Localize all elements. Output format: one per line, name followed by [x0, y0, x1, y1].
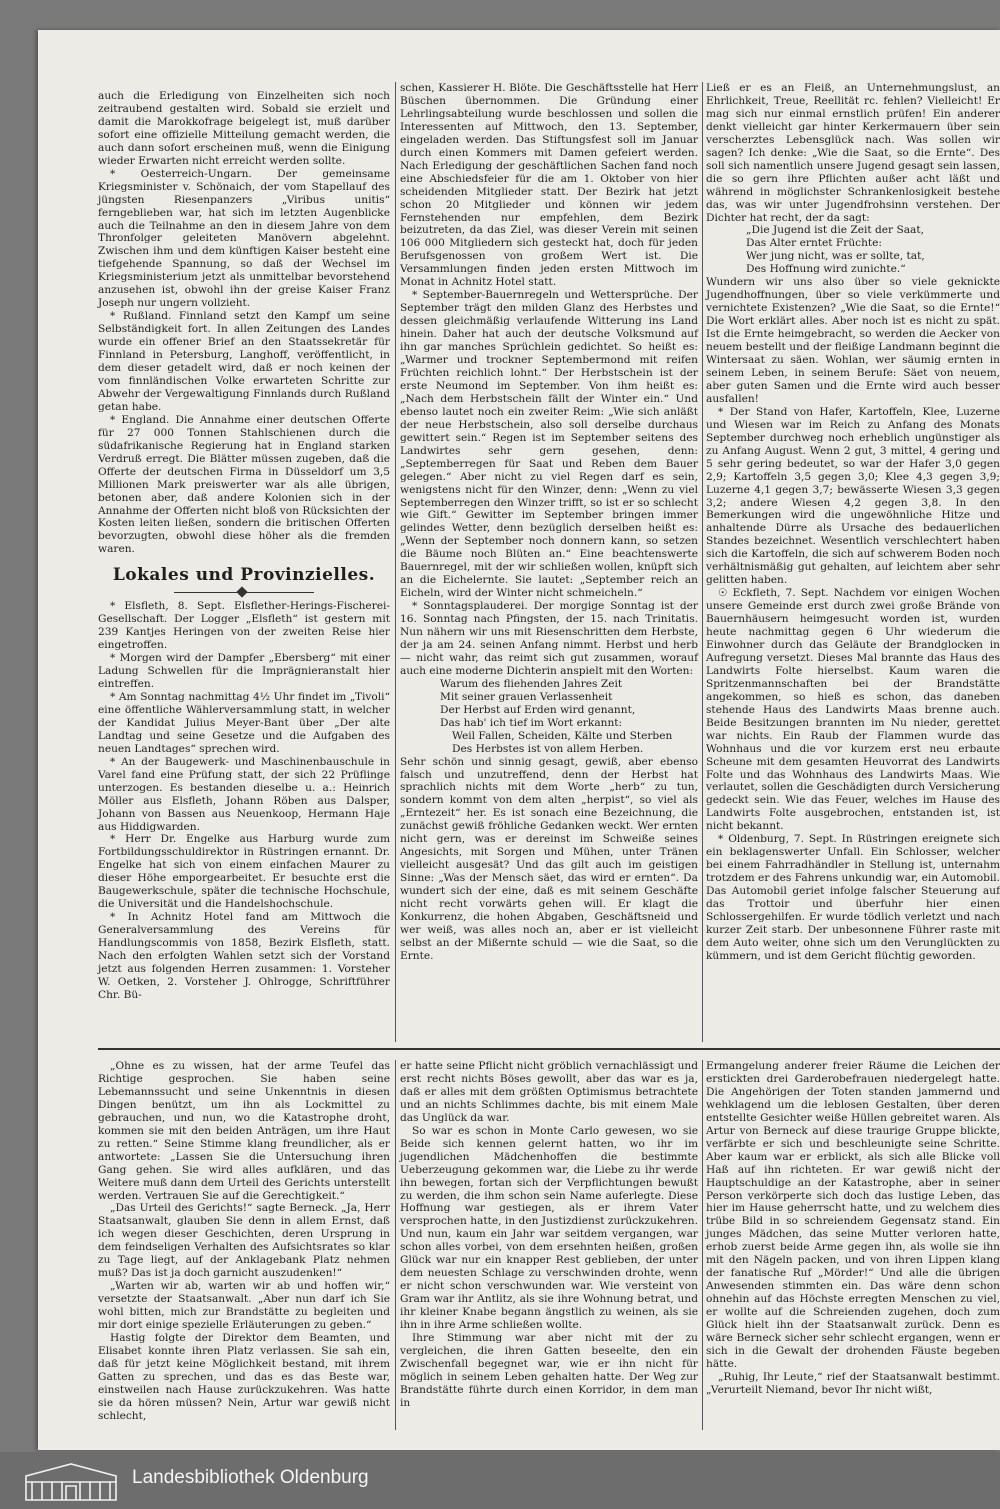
article-paragraph: Wundern wir uns also über so viele geknickte Jugendhoffnungen, über so viele verkümmerte und vernichtete Existenzen? „Wie die Saat, so die Ernte!“ Die Wort erklärt alles. Aber noch ist es nicht zu spät. Ist die Ernte heimgebracht, so werden die Aecker von neuem bestellt und der fleißige Landmann beginnt die Wintersaat zu säen. Wohlan, wer säumig ernten in seinem Leben, in seinem Berufe: Säet von neuem, aber guten Samen und die Ernte wird auch besser ausfallen!: [706, 276, 1000, 405]
poem-line: Wer jung nicht, was er sollte, tat,: [746, 250, 925, 263]
article-weather-rules: * September-Bauernregeln und Wettersprüche. Der September trägt den milden Glanz des Herbstes und dessen gleichmäßig verlaufende Witterung ins Land hinein. Daher hat auch der deutsche Volksmund auf ihn gar manches Sprüchlein gedichtet. So heißt es: „Warmer und trockner Septembermond mit reifen Früchten reichlich lohnt.“ Der Herbstschein ist der erste Neumond im September. Von ihm heißt es: „Nach dem Herbstschein fällt der Winter ein.“ Und ebenso lautet noch ein zweiter Reim: „Wie sich anläßt der neue Herbstschein, also soll derselbe durchaus gewittert sein.“ Regen ist im September seitens des Landwirtes sehr gern gesehen, denn: „Septemberregen für Saat und Reben dem Bauer gelegen.“ Aber nicht zu viel Regen darf es sein, wenigstens nicht für den Winzer, denn: „Wenn zu viel Septemberregen den Winzer trifft, so ist er so schlecht wie Gift.“ Gewitter im September bringen immer gelindes Wetter, denn bezüglich derselben heißt es: „Wenn der September noch donnern kann, so setzen die Bäume noch Blüten an.“ Eine beachtenswerte Bauernregel, mit der wir schließen wollen, knüpft sich an die Eichelernte. Sie lautet: „September reich an Eicheln, wird der Winter nicht schmeicheln.“: [400, 289, 698, 600]
local-news-item: * Morgen wird der Dampfer „Ebersberg“ mit einer Ladung Schwellen für die Imprägnieranstalt hier eintreffen.: [98, 652, 390, 691]
ornament-divider: [174, 588, 314, 596]
poem-line: Des Herbstes ist von allem Herben.: [452, 742, 644, 755]
article-russia: * Rußland. Finnland setzt den Kampf um seine Selbständigkeit fort. In allen Zeitungen des Landes wurde ein offener Brief an den Staatssekretär für Finnland in Petersburg, Langhoff, veröffentlicht, in dem dieser getadelt wird, daß er noch keinen der vom finnländischen Volke erwarteten Schritte zur Abwehr der Vergewaltigung Finnlands durch Rußland getan habe.: [98, 310, 390, 413]
library-footer: [0, 1452, 1000, 1509]
local-news-item: * Herr Dr. Engelke aus Harburg wurde zum Fortbildungsschuldirektor in Rüstringen ernannt. Dr. Engelke hat sich von einem einfachen Maurer zu dieser Höhe emporgearbeitet. Er besuchte erst die Baugewerkschule, später die technische Hochschule, die Universität und die Handelshochschule.: [98, 833, 390, 911]
feuilleton-column-2: [400, 1060, 698, 1430]
poem-line: Warum des fliehenden Jahres Zeit: [440, 677, 623, 690]
poem-line: „Die Jugend ist die Zeit der Saat,: [746, 224, 924, 237]
article-paragraph: Ließ er es an Fleiß, an Unternehmungslust, an Ehrlichkeit, Treue, Reellität rc. fehlen? Vielleicht! Er mag sich nur einmal ernstlich prüfen! Ein anderer denkt vielleicht gar hinter Kerkermauern über sein verscherztes Lebensglück nach. Was sollen wir sagen? Ich denke: „Wie die Saat, so die Ernte“. Des soll sich namentlich unsere Jugend gesagt sein lassen, die so gern ihre Pflichten außer acht läßt und während in möglichster Schrankenlosigkeit bestehe das, was wir unter Jugendfrohsinn verstehen. Der Dichter hat recht, der da sagt:: [706, 82, 1000, 224]
column-rule: [395, 82, 396, 1042]
column-rule: [395, 1060, 396, 1430]
article-paragraph: schen, Kassierer H. Blöte. Die Geschäftsstelle hat Herr Büschen übernommen. Die Gründung einer Lehrlingsabteilung wurde beschlossen und sollen die Interessenten auf Mittwoch, den 13. September, eingeladen werden. Das Stiftungsfest soll im Januar durch einen Kommers mit Damen gefeiert werden. Nach Erledigung der geschäftlichen Sachen fand noch eine Abschiedsfeier für die am 1. Oktober von hier scheidenden Mitglieder statt. Der Bezirk hat jetzt schon 20 Mitglieder und können wir jedem Fernstehenden nur empfehlen, dem Bezirk beizutreten, da das Ziel, was dieser Verein mit seinen 106 000 Mitgliedern sich gesteckt hat, doch für jeden Berufsgenossen von großem Wert ist. Die Versammlungen finden jeden ersten Mittwoch im Monat in Achnitz Hotel statt.: [400, 82, 698, 289]
poem-line: Der Herbst auf Erden wird genannt,: [440, 703, 636, 716]
article-sunday-chat: * Sonntagsplauderei. Der morgige Sonntag ist der 16. Sonntag nach Pfingsten, der 15. nach Trinitatis. Nun nähern wir uns mit Riesenschritten dem Herbste, der ja am 24. seinen Anfang nimmt. Herbst und herb — nicht wahr, das reimt sich gut zusammen, worauf auch eine moderne Dichterin anspielt mit den Worten:: [400, 600, 698, 677]
article-oldenburg-accident: * Oldenburg, 7. Sept. In Rüstringen ereignete sich ein beklagenswerter Unfall. Ein Schlosser, welcher bei einem Fahrradhändler in Stellung ist, unternahm trotzdem er des Fahrens unkundig war, ein Automobil. Das Automobil geriet infolge falscher Steuerung auf das Trottoir und überfuhr hier einen Schlossergehilfen. Er wurde tödlich verletzt und nach kurzer Zeit starb. Der unbesonnene Führer raste mit dem Auto weiter, ohne sich um den Verunglückten zu kümmern, und ist dem Gericht flüchtig geworden.: [706, 833, 1000, 962]
poem-line: Das hab' ich tief im Wort erkannt:: [440, 716, 623, 729]
article-eckfleth-fire: ☉ Eckfleth, 7. Sept. Nachdem vor einigen Wochen unsere Gemeinde erst durch zwei große Brände von Bauernhäusern heimgesucht worden ist, wurden heute nachmittag gegen 6 Uhr wiederum die Einwohner durch das Geläute der Brandglocken in Aufregung versetzt. Dieses Mal brannte das Haus des Landwirts Folte hierselbst. Kaum waren die Spritzenmannschaften bei der Brandstätte angekommen, so hieß es schon, das daneben stehende Haus des Landwirts Maas brenne auch. Beide Besitzungen brannten im Nu nieder, gerettet war nichts. Ein Raub der Flammen wurde das Wohnhaus und die vor kurzem erst neu erbaute Scheune mit dem gesamten Heuvorrat des Landwirts Folte und das Wohnhaus des Landwirts Maas. Wie verlautet, sollen die Geschädigten durch Versicherung gedeckt sein. Wie das Feuer, welches im Hause des Landwirts Folte ausgebrochen, entstanden ist, ist nicht bekannt.: [706, 587, 1000, 833]
poem-line: Mit seiner grauen Verlassenheit: [440, 690, 613, 703]
newspaper-page: [38, 30, 1000, 1450]
feuilleton-column-1: [98, 1060, 390, 1430]
story-paragraph: „Ruhig, Ihr Leute,“ rief der Staatsanwalt bestimmt. „Verurteilt Niemand, bevor Ihr nicht wißt,: [706, 1370, 1000, 1396]
article-austria: * Oesterreich-Ungarn. Der gemeinsame Kriegsminister v. Schönaich, der vom Stapellauf des jüngsten Riesenpanzers „Viribus unitis“ ferngeblieben war, hat sich im letzten Augenblicke auch die Teilnahme an den in diesem Jahre von dem Thronfolger geleiteten Manövern abgelehnt. Zwischen ihm und dem künftigen Kaiser besteht eine tiefgehende Spannung, so daß der Wechsel im Kriegsministerium jetzt als unmittelbar bevorstehend anzusehen ist, obwohl ihn der greise Kaiser Franz Joseph nur ungern vollzieht.: [98, 167, 390, 310]
library-building-logo: [22, 1460, 120, 1502]
story-paragraph: Ermangelung anderer freier Räume die Leichen der erstickten drei Garderobefrauen niedergelegt hatte. Die Angehörigen der Toten standen jammernd und wehklagend um die leblosen Gestalten, über deren entstellte Gesichter weiße Hüllen gebreitet waren. Als Artur von Berneck auf diese traurige Gruppe blickte, verfärbte er sich und beschleunigte seine Schritte. Aber kaum war er erblickt, als sich alle Blicke voll Haß auf ihn richteten. Er war gewiß nicht der Hauptschuldige an der Katastrophe, aber in seiner Person verkörperte sich doch das lustige Leben, das hier im Hause geherrscht hatte, und zu welchem dies trübe Bild in so schreiendem Gegensatz stand. Ein junges Mädchen, das seine Mutter verloren hatte, erhob zuerst beide Arme gegen ihn, als wolle sie ihn mit den Nägeln packen, und von ihren Lippen klang der fanatische Ruf „Mörder!“ Und alle die übrigen Anwesenden stimmten ein. Das wäre denn schon ohnehin auf das Höchste erregten Menschen zu viel, er wollte auf die Schreienden zugehen, doch zum Glück hielt ihn der Staatsanwalt zurück. Denn es wäre Berneck sicher sehr schlecht ergangen, wenn er sich in die Gewalt der drohenden Fäuste begeben hätte.: [706, 1060, 1000, 1370]
local-news-item: * Elsfleth, 8. Sept. Elsflether-Herings-Fischerei-Gesellschaft. Der Logger „Elsfleth“ ist gestern mit 239 Kantjes Heringen von der zweiten Reise hier eingetroffen.: [98, 600, 390, 652]
story-paragraph: Hastig folgte der Direktor dem Beamten, und Elisabet konnte ihren Platz verlassen. Sie sah ein, daß für jetzt keine Möglichkeit bestand, mit ihrem Gatten zu sprechen, und das es das Beste war, einstweilen nach Hause zurückzukehren. Was hatte sie da hören müssen? Nein, Artur war gewiß nicht schlecht,: [98, 1332, 390, 1422]
column-rule: [702, 1060, 703, 1430]
library-name: Landesbibliothek Oldenburg: [132, 1467, 369, 1488]
story-paragraph: Ihre Stimmung war aber nicht mit der zu vergleichen, die ihren Gatten beseelte, den ein Zwischenfall begegnet war, wie er ihn nicht für möglich in seinem Leben gehalten hatte. Der Weg zur Brandstätte führte durch einen Korridor, in dem man in: [400, 1332, 698, 1409]
story-paragraph: „Das Urteil des Gerichts!“ sagte Berneck. „Ja, Herr Staatsanwalt, glauben Sie denn in allem Ernst, daß ich wegen dieser Geschichten, deren Ursprung in dem feindseligen Verhalten des Aufsichtsrates so klar zu Tage liegt, auf der Anklagebank Platz nehmen muß? Das ist ja doch garnicht auszudenken!“: [98, 1202, 390, 1280]
article-england: * England. Die Annahme einer deutschen Offerte für 27 000 Tonnen Stahlschienen durch die südafrikanische Regierung hat in England starken Verdruß erregt. Die Blätter müssen zugeben, daß die Offerte der deutschen Firma in Düsseldorf um 3,5 Millionen Mark preiswerter war als alle übrigen, betonen aber, daß andere Kolonien sich in der Annahme der Offerten nicht bloß von Rücksichten der Kosten leiten ließen, sondern die britischen Offerten bevorzugten, obwohl diese höher als die fremden waren.: [98, 413, 390, 556]
column-rule: [702, 82, 703, 1042]
column-3: [706, 82, 1000, 1042]
section-heading: Lokales und Provinzielles.: [112, 565, 376, 586]
poem-line: Das Alter erntet Früchte:: [746, 237, 883, 250]
local-news-item: * In Achnitz Hotel fand am Mittwoch die Generalversammlung des Vereins für Handlungscommis von 1858, Bezirk Elsfleth, statt. Nach den erfolgten Wahlen setzt sich der Vorstand jetzt aus folgenden Herren zusammen: 1. Vorsteher W. Oetken, 2. Vorsteher J. Ohlrogge, Schriftführer Chr. Bü-: [98, 911, 390, 1001]
story-paragraph: „Ohne es zu wissen, hat der arme Teufel das Richtige gesprochen. Sie haben seine Lebemannssucht und seine Unkenntnis in diesen Dingen benützt, um ihn als Lockmittel zu gebrauchen, und nun, wo die Katastrophe droht, kommen sie mit den beiden Anträgen, um ihre Haut zu retten.“ Seine Stimme klang freundlicher, als er antwortete: „Lassen Sie die Untersuchung ihren Gang gehen. Sie wird alles aufklären, und das Weitere muß dann dem Urteil des Gerichts unterstellt werden. Vertrauen Sie auf die Gerechtigkeit.“: [98, 1060, 390, 1202]
local-news-item: * Am Sonntag nachmittag 4½ Uhr findet im „Tivoli“ eine öffentliche Wählerversammlung statt, in welcher der Kandidat Julius Meyer-Bant über „Der alte Landtag und seine Gesetze und die Aufgaben des neuen Landtages“ sprechen wird.: [98, 690, 390, 755]
story-paragraph: er hatte seine Pflicht nicht gröblich vernachlässigt und erst recht nichts Böses gewollt, aber das war es ja, daß er alles mit dem größten Optimismus betrachtete und an nichts Schlimmes dachte, bis mit einem Male das Unglück da war.: [400, 1060, 698, 1124]
poem-line: Des Hoffnung wird zunichte.“: [746, 263, 906, 276]
poem-line: Weil Fallen, Scheiden, Kälte und Sterben: [452, 729, 673, 742]
column-2: [400, 82, 698, 1042]
article-paragraph: auch die Erledigung von Einzelheiten sich noch zeitraubend gestalten wird. Sobald sie erzielt und damit die Marokkofrage beigelegt ist, muß darüber sofort eine offizielle Mitteilung gemacht werden, die auch dann sofort erscheinen muß, wenn die Einigung wieder Erwarten nicht erreicht werden sollte.: [98, 90, 390, 167]
article-crop-report: * Der Stand von Hafer, Kartoffeln, Klee, Luzerne und Wiesen war im Reich zu Anfang des Monats September durchweg noch erheblich ungünstiger als zu Anfang August. Wenn 2 gut, 3 mittel, 4 gering und 5 sehr gering bedeutet, so war der Hafer 3,0 gegen 2,9; Kartoffeln 3,5 gegen 3,0; Klee 4,3 gegen 3,9; Luzerne 4,1 gegen 3,7; bewässerte Wiesen 3,3 gegen 3,2; andere Wiesen 4,2 gegen 3,8. In den Bemerkungen wird die ungewöhnliche Hitze und anhaltende Dürre als Ursache des bedauerlichen Standes bezeichnet. Wesentlich verschlechtert haben sich die Kartoffeln, die sich auf schwerem Boden noch verhältnismäßig gut gehalten, auf leichtem aber sehr gelitten haben.: [706, 405, 1000, 587]
article-paragraph: Sehr schön und sinnig gesagt, gewiß, aber ebenso falsch und unzutreffend, denn der Herbst hat sprachlich nichts mit dem Worte „herb“ zu tun, sondern kommt von dem alten „herpist“, so viel als „Erntezeit“ her. Es ist sonach eine Bezeichnung, die zunächst gewiß fröhliche Gedanken weckt. Wer ernten nicht gern, was er dereinst im Schweiße seines Angesichts, mit Sorgen und Mühen, unter Tränen vielleicht ausgesät? Und das gilt auch im geistigen Sinne: „Was der Mensch säet, das wird er ernten“. Da wundert sich der eine, daß es mit seinem Geschäfte nicht recht vorwärts gehen will. Er klagt die Konkurrenz, die hohen Abgaben, Geschäftsneid und wer weiß, was alles noch an, aber er ist vielleicht selbst an der Mißernte schuld — wie die Saat, so die Ernte.: [400, 755, 698, 962]
feuilleton-divider: [98, 1048, 1000, 1050]
column-1: [98, 90, 390, 1001]
feuilleton-column-3: [706, 1060, 1000, 1430]
local-news-item: * An der Baugewerk- und Maschinenbauschule in Varel fand eine Prüfung statt, der sich 22 Prüflinge unterzogen. Es bestanden dieselbe u. a.: Heinrich Möller aus Elsfleth, Johann Röben aus Dalsper, Johann von Bassen aus Neuenkoop, Hermann Haje aus Hiddigwarden.: [98, 755, 390, 833]
story-paragraph: „Warten wir ab, warten wir ab und hoffen wir,“ versetzte der Staatsanwalt. „Aber nun darf ich Sie wohl bitten, mich zur Brandstätte zu begleiten und mir dort einige spezielle Erläuterungen zu geben.“: [98, 1280, 390, 1332]
story-paragraph: So war es schon in Monte Carlo gewesen, wo sie Beide sich kennen gelernt hatten, wo ihr im jugendlichen Mädchenhoffen die bestimmte Ueberzeugung gekommen war, die Liebe zu ihr werde ihn bewegen, fortan sich der Verpflichtungen bewußt zu werden, die ihm schon sein Name auferlegte. Diese Hoffnung war gestiegen, als er ihrem Vater versprochen hatte, in den Justizdienst zurückzukehren. Und nun, kaum ein Jahr war seitdem vergangen, war schon alles vorbei, von dem ersehnten heißen, großen Glück war nur ein knapper Rest geblieben, der unter dem neuesten Schlage zu verschwinden drohte, wenn er nicht schon verschwunden war. Wie versteint von Gram war ihr Antlitz, als sie ihre Wohnung betrat, und ihr kleiner Knabe begann ängstlich zu weinen, als sie ihn in ihre Arme schließen wollte.: [400, 1124, 698, 1332]
